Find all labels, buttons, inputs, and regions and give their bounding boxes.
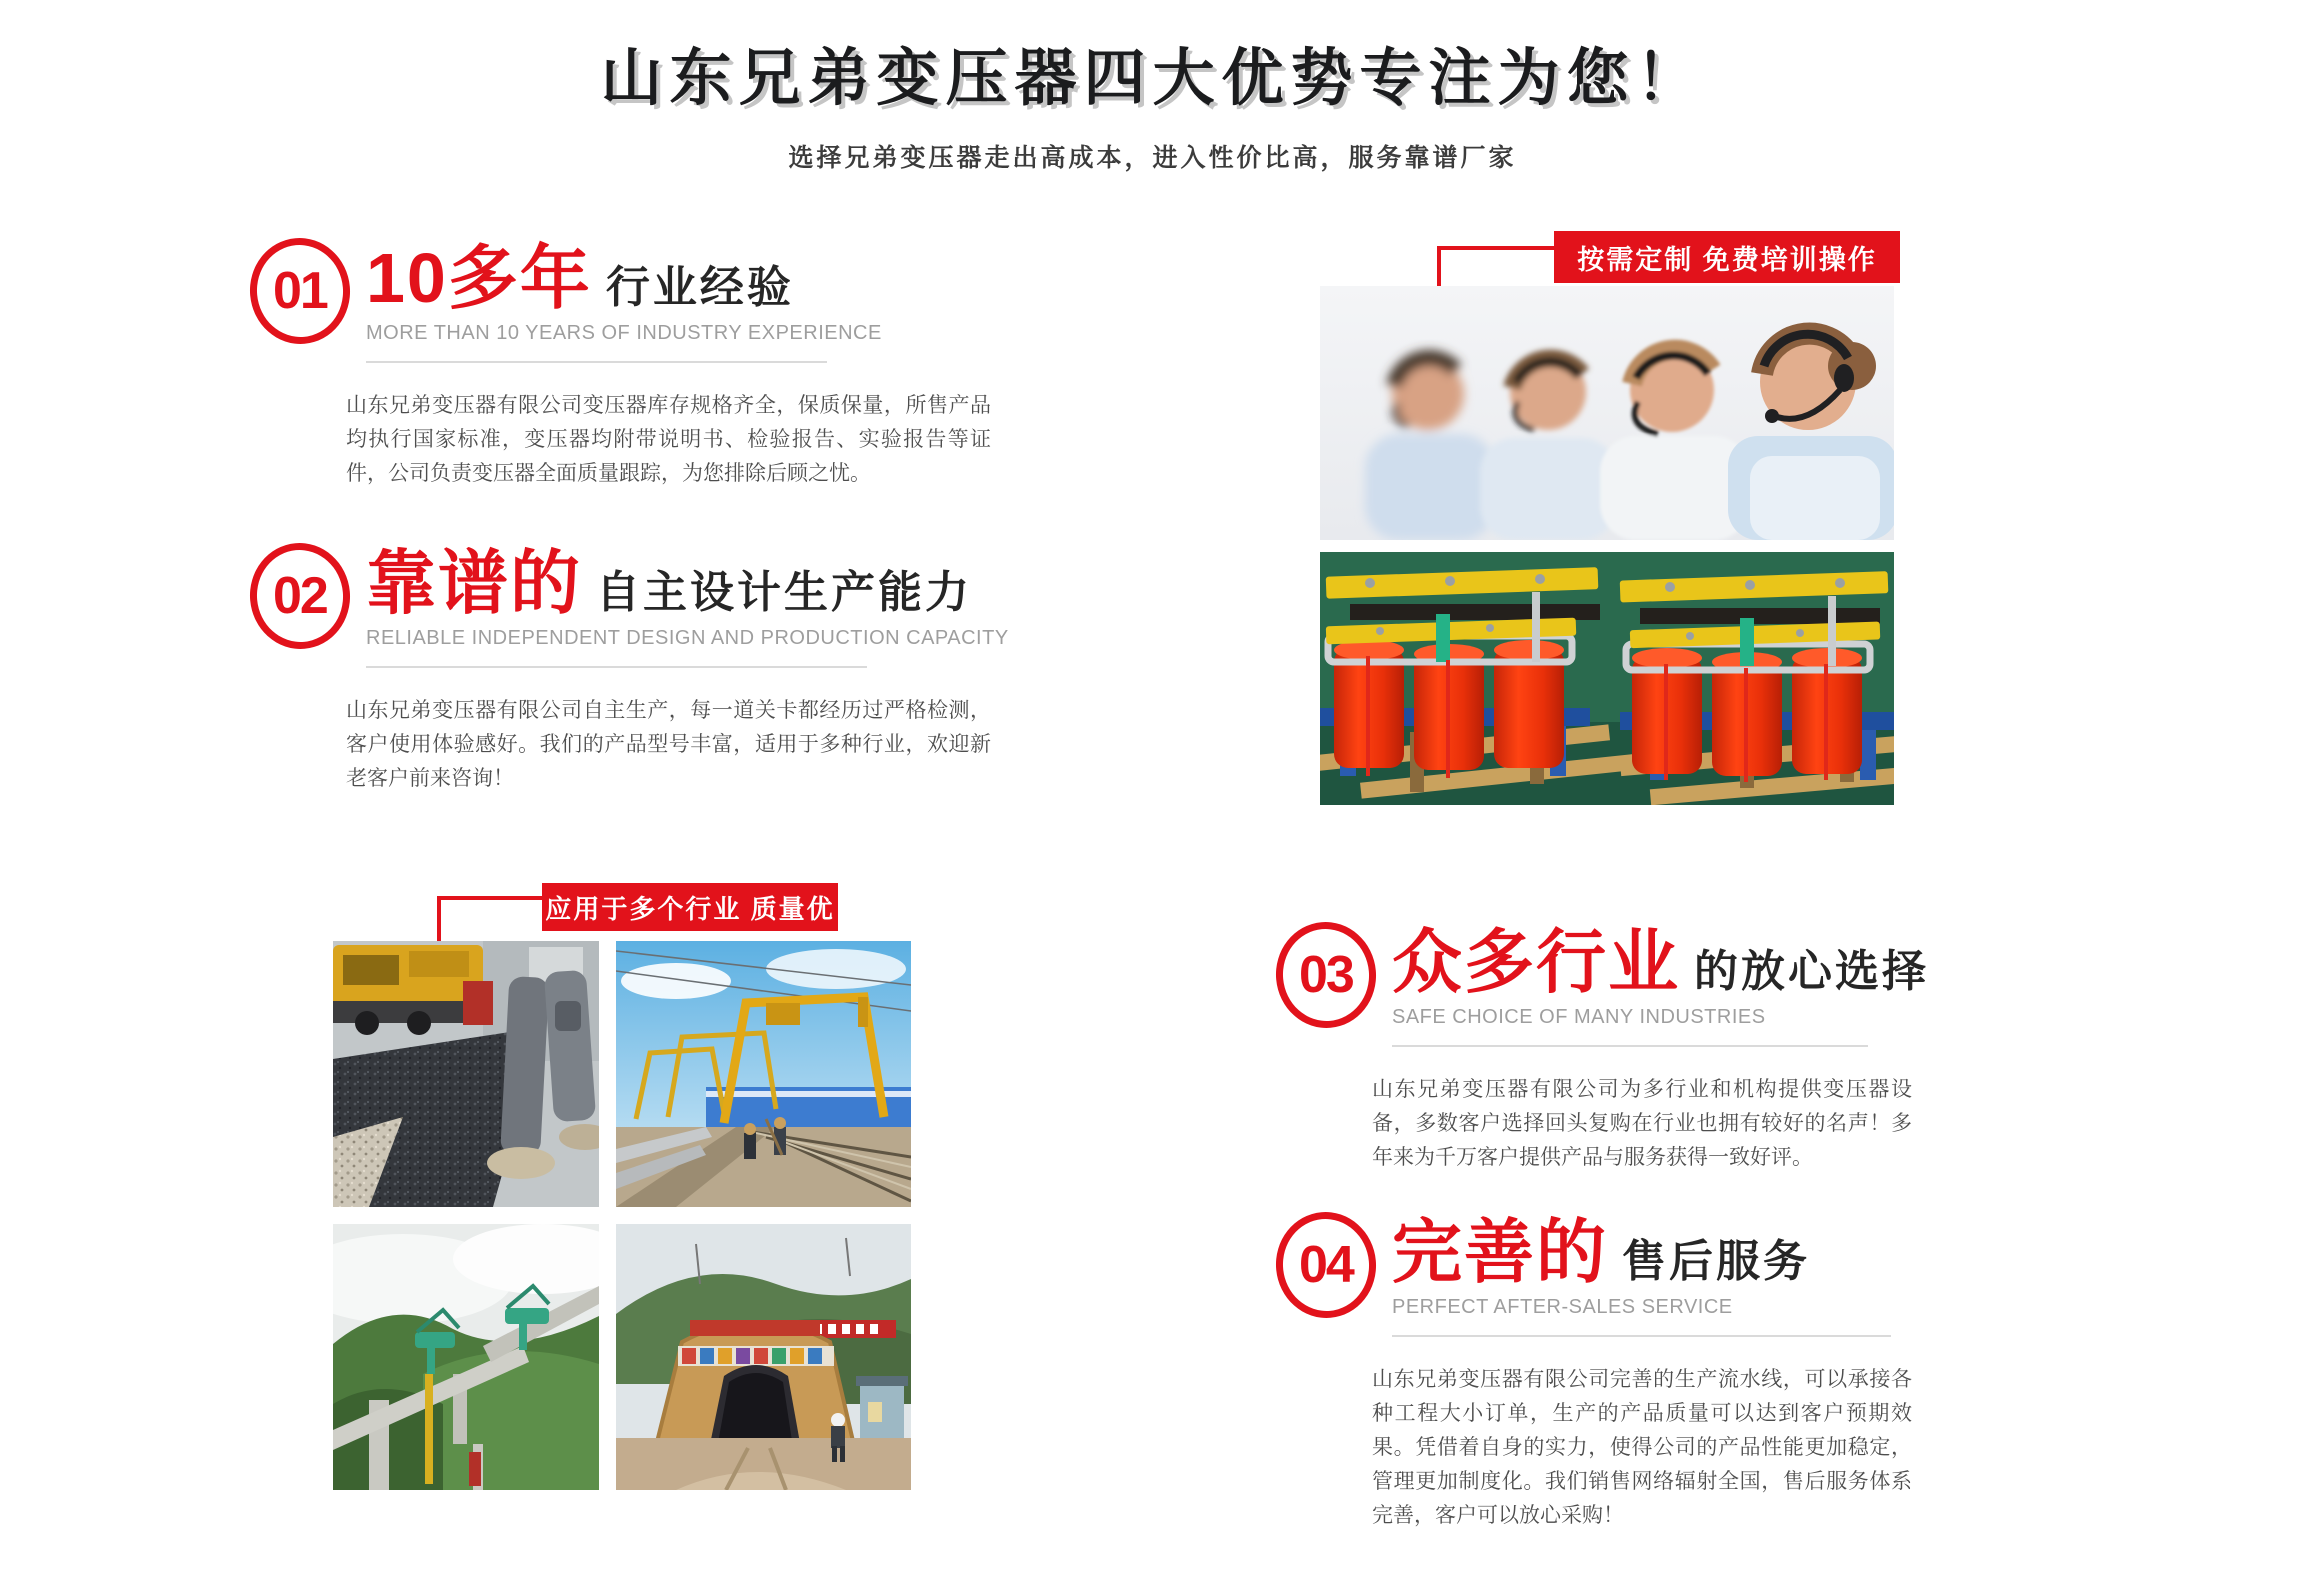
asphalt-illustration: [333, 941, 599, 1207]
bridge-construction-photo: [333, 1224, 599, 1490]
section-3-rest: 的放心选择: [1694, 947, 1929, 996]
section-2-body: 山东兄弟变压器有限公司自主生产，每一道关卡都经历过严格检测，客户使用体验感好。我们的产品型号丰富，适用于多种行业，欢迎新老客户前来咨询！: [346, 699, 991, 790]
section-2-highlight: 靠谱的: [366, 544, 582, 622]
call-center-illustration: [1320, 286, 1894, 540]
call-center-photo: [1320, 286, 1894, 540]
section-4-highlight: 完善的: [1392, 1213, 1608, 1291]
section-3-english: SAFE CHOICE OF MANY INDUSTRIES: [1392, 1006, 1766, 1028]
crane-illustration: [616, 941, 911, 1207]
number-badge-01: 01: [246, 234, 355, 348]
section-1-body: 山东兄弟变压器有限公司变压器库存规格齐全，保质保量，所售产品均执行国家标准，变压器均附带说明书、检验报告、实验报告等证件，公司负责变压器全面质量跟踪，为您排除后顾之忧。: [346, 394, 991, 485]
section-4-english: PERFECT AFTER-SALES SERVICE: [1392, 1296, 1733, 1318]
advantage-section-1: [250, 238, 991, 491]
advantage-section-4: [1276, 1212, 1912, 1533]
section-4-heading: [1392, 1212, 1912, 1292]
gantry-crane-photo: [616, 941, 911, 1207]
section-2-heading: [366, 543, 1009, 623]
transformer-photo: [1320, 552, 1894, 805]
divider: [1392, 1045, 1868, 1047]
section-4-rest: 售后服务: [1622, 1237, 1810, 1286]
asphalt-paving-photo: [333, 941, 599, 1207]
divider: [366, 666, 867, 668]
bridge-illustration: [333, 1224, 599, 1490]
section-4-body: 山东兄弟变压器有限公司完善的生产流水线，可以承接各种工程大小订单，生产的产品质量可以达到客户预期效果。凭借着自身的实力，使得公司的产品性能更加稳定，管理更加制度化。我们销售网络辐射全国，售后服务体系完善，客户可以放心采购！: [1372, 1368, 1912, 1527]
divider: [366, 361, 827, 363]
number-badge-04: 04: [1272, 1208, 1381, 1322]
advantage-section-2: [250, 543, 1009, 796]
section-2-rest: 自主设计生产能力: [596, 568, 972, 617]
section-3-body: 山东兄弟变压器有限公司为多行业和机构提供变压器设备，多数客户选择回头复购在行业也拥有较好的名声！多年来为千万客户提供产品与服务获得一致好评。: [1372, 1078, 1912, 1169]
connector-line: [1437, 246, 1554, 250]
section-1-heading: [366, 238, 991, 318]
divider: [1392, 1335, 1891, 1337]
section-3-heading: [1392, 922, 1929, 1002]
page-subtitle: 选择兄弟变压器走出高成本，进入性价比高，服务靠谱厂家: [788, 144, 1517, 172]
number-badge-02: 02: [246, 539, 355, 653]
section-3-highlight: 众多行业: [1392, 923, 1680, 1001]
connector-line: [437, 896, 542, 900]
tunnel-construction-photo: [616, 1224, 911, 1490]
advantage-section-3: [1276, 922, 1929, 1175]
callout-tag-custom-training: 按需定制 免费培训操作: [1554, 231, 1900, 283]
callout-tag-multi-industry: 应用于多个行业 质量优: [542, 883, 838, 931]
section-1-highlight: 10多年: [366, 239, 592, 317]
connector-line: [437, 896, 441, 943]
section-2-english: RELIABLE INDEPENDENT DESIGN AND PRODUCTION CAPACITY: [366, 627, 1009, 649]
section-1-rest: 行业经验: [605, 263, 794, 312]
tunnel-illustration: [616, 1224, 911, 1490]
number-badge-03: 03: [1272, 918, 1381, 1032]
connector-line: [1437, 246, 1441, 290]
transformer-illustration: [1320, 552, 1894, 805]
page-title: 山东兄弟变压器四大优势专注为您！: [600, 44, 1705, 113]
section-1-english: MORE THAN 10 YEARS OF INDUSTRY EXPERIENCE: [366, 322, 882, 344]
